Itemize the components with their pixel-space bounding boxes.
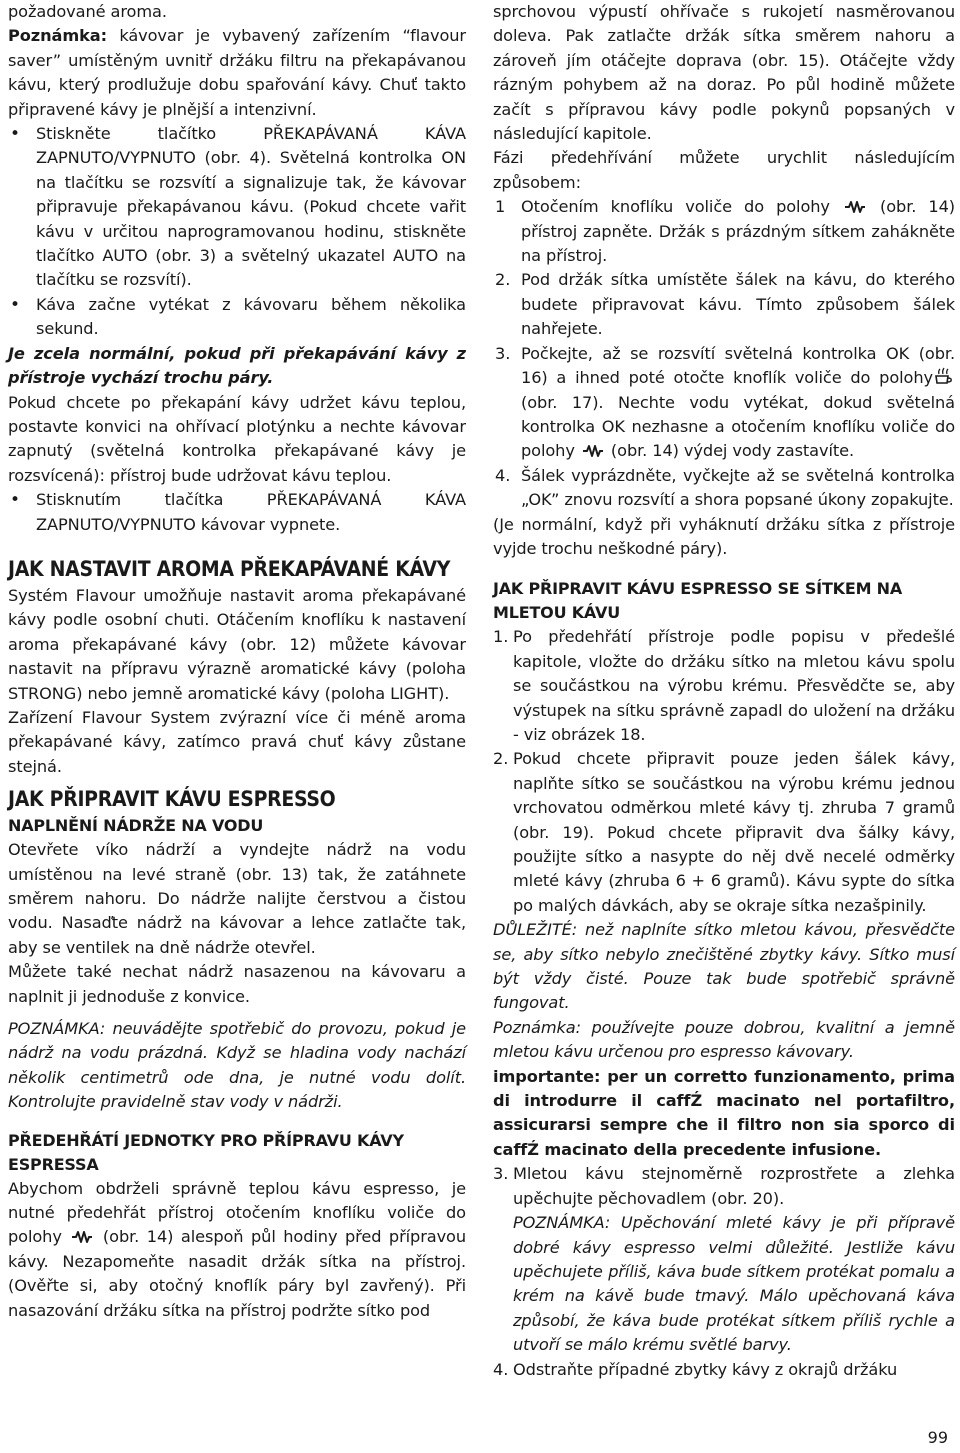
paragraph: Systém Flavour umožňuje nastavit aroma překapávané kávy podle osobní chuti. Otáčením knoflíku k nastavení aroma překapávané kávy (obr. 12) můžete kávovar nastavit na přípravu výrazně aromatické kávy (poloha STRONG) nebo jemně aromatické kávy (poloha LIGHT). [8, 585, 466, 703]
text-span: Po předehřátí přístroje podle popisu v předešlé kapitole, vložte do držáku sítko na mletou kávu spolu se součástkou na výrobu krému. Přesvědčte se, aby výstupek na sítku správně zapadl do uložení na držáku - viz obrázek 18. [513, 627, 955, 744]
paragraph: Zařízení Flavour System zvýrazní více či méně aroma překapávané kávy, zatímco pravá chuť kávy zůstane stejná. [8, 707, 466, 776]
left-column [8, 0, 466, 1323]
paragraph: Otevřete víko nádrží a vyndejte nádrž na vodu umístěnou na levé straně (obr. 13) tak, že zatáhnete směrem nahoru. Do nádrže nalijte čerstvou a čistou vodu. Nasaďte nádrž na kávovar a lehce zatlačte tak, aby se ventilek na dně nádrže otevřel. [8, 840, 466, 957]
paragraph: Pokud chcete po překapání kávy udržet kávu teplou, postavte konvici na ohřívací plotýnku a nechte kávovar zapnutý (světelná kontrolka překapávané kávy je rozsvícená): přístroj bude udržovat kávu teplou. [8, 392, 466, 485]
heading-water-tank: NAPLNĚNÍ NÁDRŽE NA VODU [8, 816, 264, 836]
tamping-note: POZNÁMKA: Upěchování mleté kávy je při přípravě dobré kávy espresso velmi důležité. Jestliže kávu upěchujete příliš, káva bude sítkem protékat pomalu a krém na kávě bude tmavý. Málo upěchovaná káva způsobí, že káva bude protékat sítkem příliš rychle a utvoří se málo krému světlé barvy. [513, 1213, 955, 1355]
heading-preheat: PŘEDEHŘÁTÍ JEDNOTKY PRO PŘÍPRAVU KÁVY ESPRESSA [8, 1130, 404, 1174]
list-number: 2. [495, 270, 511, 290]
paragraph: (Je normální, když při vyháknutí držáku sítka z přístroje vyjde trochu neškodné páry). [493, 514, 955, 558]
paragraph: Můžete také nechat nádrž nasazenou na kávovaru a naplnit ji jednoduše z konvice. [8, 962, 466, 1006]
bullet-item: • Káva začne vytékat z kávovaru během několika sekund. [8, 293, 466, 342]
right-column [493, 0, 955, 1382]
important-note: DŮLEŽITÉ: než naplníte sítko mletou kávou, přesvědčte se, aby sítko nebylo znečištěné zbytky kávy. Sítko musí být vždy čisté. Pouze tak bude spotřebič správně fungovat. [493, 920, 955, 1013]
list-item [493, 342, 955, 464]
text-span: (obr. 17). Nechte vodu vytékat, dokud světelná kontrolka OK nezhasne a otočením knoflíku voliče do polohy [521, 392, 955, 461]
text-span: (obr. 14) výdej vody zastavíte. [610, 441, 855, 461]
steam-symbol-icon [582, 441, 604, 455]
text-span: Pokud chcete připravit pouze jeden šálek kávy, naplňte sítko se součástkou na výrobu krému jednou vrchovatou odměrkou mleté kávy tj. zhruba 7 gramů (obr. 19). Pokud chcete připravit dva šálky kávy, použijte sítko a nasypte do něj dvě necelé odměrky mleté kávy (zhruba 6 + 6 gramů). Kávu sypte do sítka po malých dávkách, aby se okraje sítka nezašpinily. [513, 749, 955, 915]
text-span: (obr. 14) přístroj zapněte. Držák s prázdným sítkem zahákněte na přístroj. [521, 197, 956, 266]
list-number: 3. [495, 343, 511, 363]
text-span: Odstraňte případné zbytky kávy z okrajů držáku [513, 1359, 898, 1379]
page-number: 99 [927, 1428, 948, 1447]
list-item [493, 625, 955, 747]
text-span: Abychom obdrželi správně teplou kávu espresso, je nutné předehřát přístroj otočením knoflíku voliče do polohy [8, 1178, 466, 1247]
text-span: (obr. 14) alespoň půl hodiny před přípravou kávy. Nezapomeňte nasadit držák sítka na přístroj. (Ověřte si, aby otočný knoflík páry byl zavřený). Při nasazování držáku sítka na přístroj podržte sítko pod [8, 1227, 467, 1320]
list-item [493, 1162, 955, 1211]
text-line: požadované aroma. [8, 2, 167, 21]
heading-aroma: JAK NASTAVIT AROMA PŘEKAPÁVANÉ KÁVY [8, 556, 451, 581]
paragraph: sprchovou výpustí ohřívače s rukojetí nasměrovanou doleva. Pak zatlačte držák sítka směrem nahoru a zároveň jím otáčejte doprava (obr. 15). Otáčejte vždy rázným pohybem až na doraz. Po půl hodině můžete začít s přípravou kávy podle pokynů popsaných v následující kapitole. [493, 2, 955, 144]
paragraph [8, 1177, 466, 1323]
list-number: 2. [493, 749, 509, 769]
list-number: 1. [493, 627, 509, 647]
note-italic: POZNÁMKA: neuvádějte spotřebič do provozu, pokud je nádrž na vodu prázdná. Když se hladina vody nachází několik centimetrů ode dna, je nutné vodu dolít. Kontrolujte pravidelně stav vody v nádrži. [8, 1019, 466, 1112]
bullet-item: • Stiskněte tlačítko PŘEKAPÁVANÁ KÁVA ZAPNUTO/VYPNUTO (obr. 4). Světelná kontrolka ON na tlačítku se rozsvítí a signalizuje tak, že kávovar připravuje překapávanou kávu. (Pokud chcete vařit kávu v určitou naprogramovanou hodinu, stiskněte tlačítko AUTO (obr. 3) a světelný ukazatel AUTO na tlačítku se rozsvítí). [8, 122, 466, 293]
steam-note: Je zcela normální, pokud při překapávání kávy z přístroje vychází trochu páry. [8, 343, 466, 388]
text-span: Mletou kávu stejnoměrně rozprostřete a zlehka upěchujte pěchovadlem (obr. 20). [513, 1164, 955, 1208]
list-number: 4. [495, 465, 511, 485]
steam-symbol-icon [71, 1227, 93, 1241]
text-span: Počkejte, až se rozsvítí světelná kontrolka OK (obr. 16) a ihned poté otočte knoflík voliče do polohy [521, 343, 955, 388]
list-item [493, 268, 955, 341]
list-item [493, 1358, 955, 1382]
paragraph: Fázi předehřívání můžete urychlit následujícím způsobem: [493, 148, 955, 192]
list-item [493, 195, 955, 268]
list-number: 1 [495, 197, 506, 217]
note-label: Poznámka: [8, 26, 107, 46]
text-span: Pod držák sítka umístěte šálek na kávu, do kterého budete připravovat kávu. Tímto způsobem šálek nahřejete. [521, 270, 955, 339]
cup-symbol-icon [933, 366, 955, 386]
list-item [493, 747, 955, 918]
heading-ground-coffee: JAK PŘIPRAVIT KÁVU ESPRESSO SE SÍTKEM NA MLETOU KÁVU [493, 579, 903, 623]
list-number: 4. [493, 1359, 509, 1379]
text-span: Otočením knoflíku voliče do polohy [521, 197, 830, 217]
note-text: kávovar je vybavený zařízením “flavour saver” umístěným uvnitř držáku filtru na překapávanou kávu, který prodlužuje dobu spařování kávy. Chuť takto připravené kávy je plnější a intenzivní. [8, 26, 466, 119]
note-paragraph [8, 24, 466, 122]
heading-espresso: JAK PŘIPRAVIT KÁVU ESPRESSO [8, 787, 336, 812]
steam-symbol-icon [844, 197, 866, 211]
list-number: 3. [493, 1164, 509, 1184]
note-italic: Poznámka: používejte pouze dobrou, kvalitní a jemně mletou kávu určenou pro espresso kávovary. [493, 1017, 955, 1062]
importante-note: importante: per un corretto funzionamento, prima di introdurre il caffŹ macinato nel portafiltro, assicurarsi sempre che il filtro non sia sporco di caffŹ macinato della precedente infusione. [493, 1066, 955, 1159]
bullet-item: • Stisknutím tlačítka PŘEKAPÁVANÁ KÁVA ZAPNUTO/VYPNUTO kávovar vypnete. [8, 488, 466, 537]
list-item [493, 464, 955, 513]
text-span: Šálek vyprázdněte, vyčkejte až se světelná kontrolka „OK” znovu rozsvítí a shora popsané úkony zopakujte. [521, 465, 955, 510]
